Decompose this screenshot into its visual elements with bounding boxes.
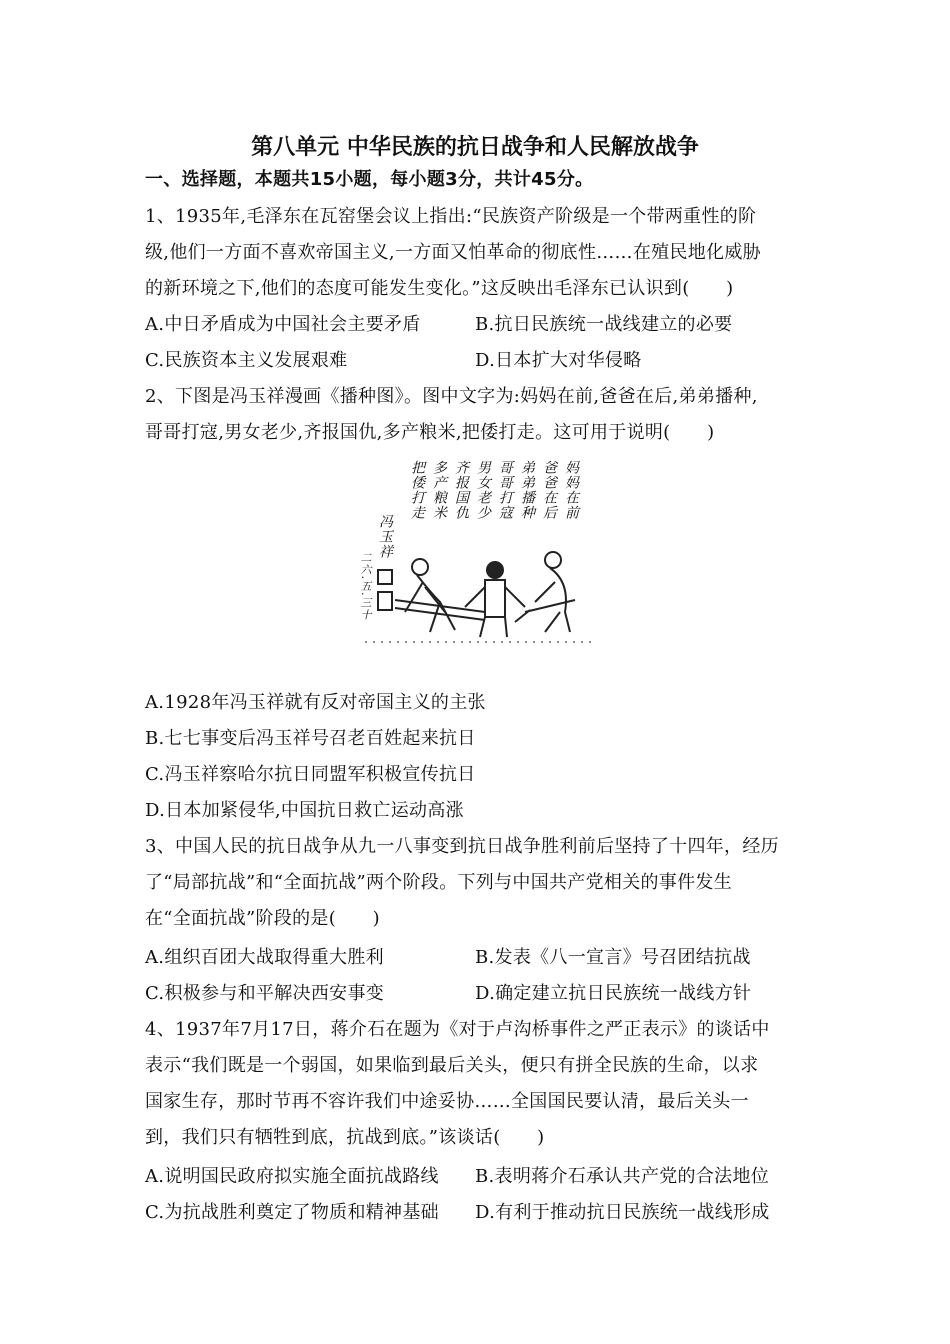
option-d: D.确定建立抗日民族统一战线方针 — [475, 983, 752, 1004]
option-d: D.日本加紧侵华,中国抗日救亡运动高涨 — [145, 800, 464, 821]
option-c: C.冯玉祥察哈尔抗日同盟军积极宣传抗日 — [145, 764, 476, 785]
question-text-line: 到，我们只有牺牲到底，抗战到底。”该谈话( ) — [145, 1127, 545, 1148]
cartoon-signature: 冯玉祥 — [377, 514, 393, 559]
page-title: 第八单元 中华民族的抗日战争和人民解放战争 — [251, 135, 699, 160]
cartoon-caption: 弟弟播种 — [519, 460, 535, 520]
question-text-line: 1、1935年,毛泽东在瓦窑堡会议上指出:“民族资产阶级是一个带两重性的阶 — [145, 206, 757, 227]
cartoon-caption: 齐报国仇 — [453, 460, 469, 520]
cartoon-caption: 多产粮米 — [431, 460, 447, 520]
question-text-line: 2、下图是冯玉祥漫画《播种图》。图中文字为:妈妈在前,爸爸在后,弟弟播种, — [145, 386, 758, 407]
option-a: A.组织百团大战取得重大胜利 — [145, 947, 384, 968]
option-a: A.1928年冯玉祥就有反对帝国主义的主张 — [145, 692, 486, 713]
option-b: B.抗日民族统一战线建立的必要 — [475, 314, 733, 335]
cartoon-caption: 男女老少 — [475, 460, 491, 520]
cartoon-caption: 把倭打走 — [409, 460, 425, 520]
cartoon-caption: 哥哥打寇 — [497, 460, 513, 520]
sowing-cartoon-image — [345, 452, 615, 657]
option-d: D.日本扩大对华侵略 — [475, 350, 642, 371]
option-b: B.发表《八一宣言》号召团结抗战 — [475, 947, 751, 968]
cartoon-date: 二六.五.三十 — [359, 552, 372, 621]
cartoon-caption: 爸爸在后 — [541, 460, 557, 520]
cartoon-caption: 妈妈在前 — [563, 460, 579, 520]
option-a: A.中日矛盾成为中国社会主要矛盾 — [145, 314, 421, 335]
question-text-line: 4、1937年7月17日，蒋介石在题为《对于卢沟桥事件之严正表示》的谈话中 — [145, 1019, 770, 1040]
option-b: B.七七事变后冯玉祥号召老百姓起来抗日 — [145, 728, 476, 749]
section-heading: 一、选择题，本题共15小题，每小题3分，共计45分。 — [145, 169, 594, 190]
question-text-line: 级,他们一方面不喜欢帝国主义,一方面又怕革命的彻底性……在殖民地化威胁 — [145, 242, 761, 263]
question-text-line: 3、中国人民的抗日战争从九一八事变到抗日战争胜利前后坚持了十四年，经历 — [145, 836, 779, 857]
option-c: C.为抗战胜利奠定了物质和精神基础 — [145, 1202, 439, 1223]
question-text-line: 国家生存，那时节再不容许我们中途妥协……全国国民要认清，最后关头一 — [145, 1091, 749, 1112]
question-text-line: 的新环境之下,他们的态度可能发生变化。”这反映出毛泽东已认识到( ) — [145, 278, 734, 299]
option-c: C.民族资本主义发展艰难 — [145, 350, 348, 371]
option-c: C.积极参与和平解决西安事变 — [145, 983, 385, 1004]
question-text-line: 了“局部抗战”和“全面抗战”两个阶段。下列与中国共产党相关的事件发生 — [145, 872, 733, 893]
question-text-line: 在“全面抗战”阶段的是( ) — [145, 908, 380, 929]
cartoon-figures — [345, 452, 615, 657]
option-b: B.表明蒋介石承认共产党的合法地位 — [475, 1166, 770, 1187]
option-a: A.说明国民政府拟实施全面抗战路线 — [145, 1166, 439, 1187]
question-text-line: 表示“我们既是一个弱国，如果临到最后关头，便只有拼全民族的生命，以求 — [145, 1055, 759, 1076]
question-text-line: 哥哥打寇,男女老少,齐报国仇,多产粮米,把倭打走。这可用于说明( ) — [145, 422, 715, 443]
option-d: D.有利于推动抗日民族统一战线形成 — [475, 1202, 770, 1223]
